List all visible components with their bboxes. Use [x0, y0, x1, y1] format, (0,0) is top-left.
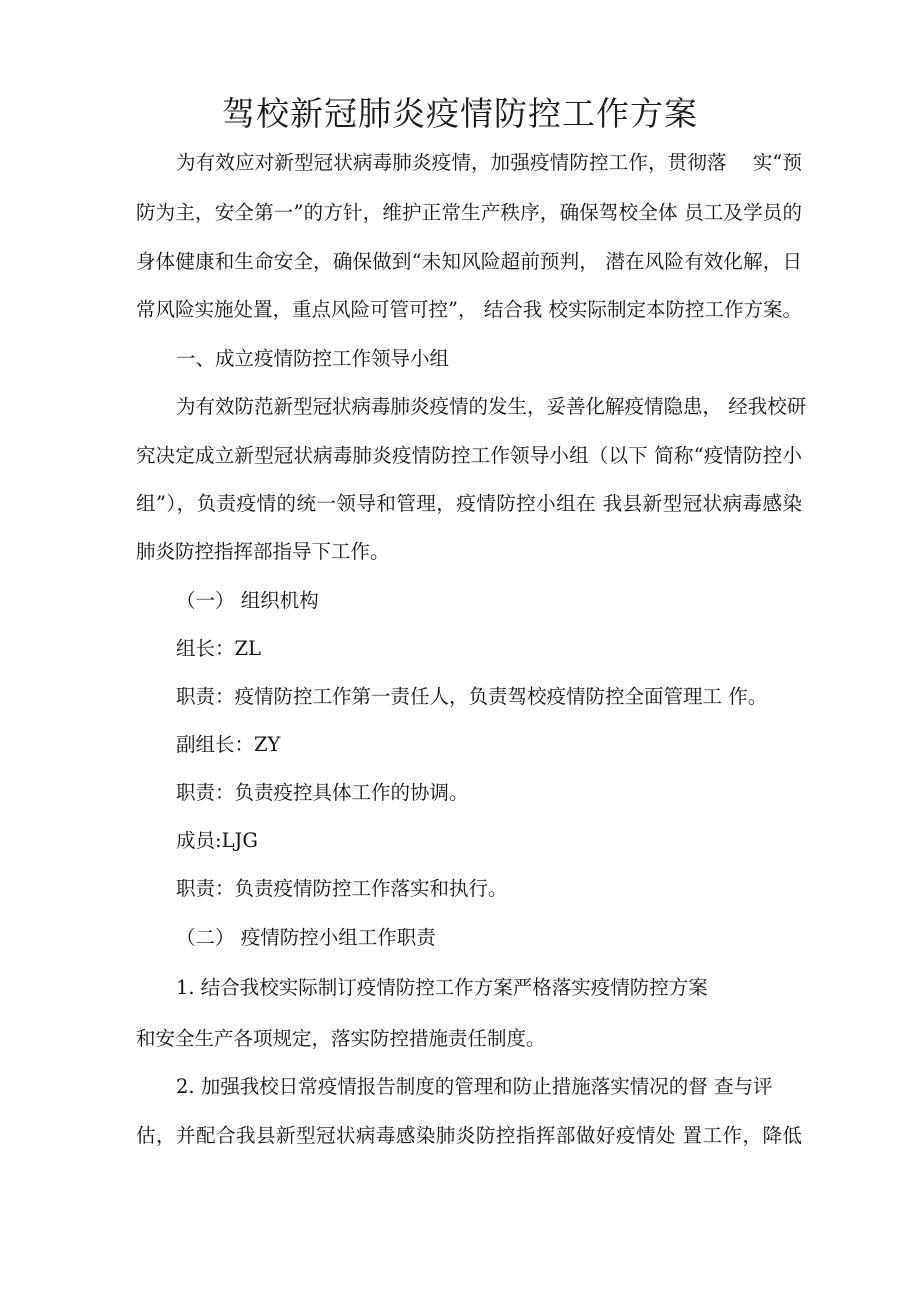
paragraph-line: 副组长：ZY [176, 733, 281, 756]
paragraph-line: 和安全生产各项规定，落实防控措施责任制度。 [136, 1027, 546, 1050]
subsection-heading: （二） 疫情防控小组工作职责 [176, 926, 436, 949]
paragraph-line: 为有效应对新型冠状病毒肺炎疫情，加强疫情防控工作，贯彻落 实“预 [176, 151, 802, 174]
paragraph-line: 职责：负责疫情防控工作落实和执行。 [176, 877, 508, 900]
paragraph-line: 估，并配合我县新型冠状病毒感染肺炎防控指挥部做好疫情处 置工作，降低 [136, 1124, 802, 1147]
paragraph-line: 为有效防范新型冠状病毒肺炎疫情的发生，妥善化解疫情隐患， 经我校研 [176, 395, 807, 418]
paragraph-line: 究决定成立新型冠状病毒肺炎疫情防控工作领导小组（以下 简称“疫情防控小 [136, 444, 802, 467]
paragraph-line: 2. 加强我校日常疫情报告制度的管理和防止措施落实情况的督 查与评 [176, 1075, 773, 1098]
paragraph-line: 职责：负责疫控具体工作的协调。 [176, 781, 469, 804]
paragraph-line: 身体健康和生命安全，确保做到“未知风险超前预判， 潜在风险有效化解，日 [136, 250, 802, 273]
subsection-heading: （一） 组织机构 [176, 589, 319, 612]
document-title: 驾校新冠肺炎疫情防控工作方案 [222, 94, 698, 133]
paragraph-line: 肺炎防控指挥部指导下工作。 [136, 540, 390, 563]
paragraph-line: 职责：疫情防控工作第一责任人，负责驾校疫情防控全面管理工 作。 [176, 685, 768, 708]
section-heading: 一、成立疫情防控工作领导小组 [176, 347, 450, 370]
paragraph-line: 防为主，安全第一”的方针，维护正常生产秩序，确保驾校全体 员工及学员的 [136, 201, 802, 224]
paragraph-line: 组长：ZL [176, 637, 261, 660]
paragraph-line: 组”），负责疫情的统一领导和管理，疫情防控小组在 我县新型冠状病毒感染 [136, 492, 802, 515]
paragraph-line: 常风险实施处置，重点风险可管可控”， 结合我 校实际制定本防控工作方案。 [136, 298, 802, 321]
paragraph-line: 成员:LJG [176, 829, 258, 852]
paragraph-line: 1. 结合我校实际制订疫情防控工作方案严格落实疫情防控方案 [176, 976, 708, 999]
